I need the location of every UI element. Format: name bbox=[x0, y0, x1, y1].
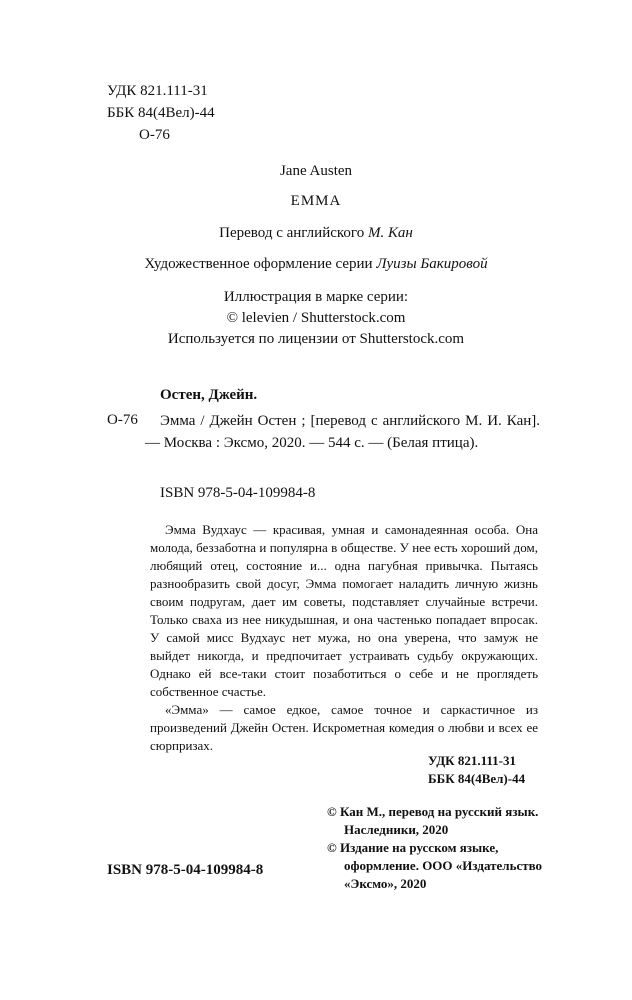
illustration-line-3: Используется по лицензии от Shutterstock.com bbox=[167, 331, 465, 347]
bbk-code-repeat: ББК 84(4Вел)-44 bbox=[428, 771, 526, 786]
isbn-bottom: ISBN 978-5-04-109984-8 bbox=[107, 862, 264, 878]
author-mark: О-76 bbox=[139, 127, 170, 143]
annotation-paragraph-1: Эмма Вудхаус — красивая, умная и самонадеянная особа. Она молода, беззаботна и популярна в обществе. У нее есть хороший дом, любящий отец, состояние и... одна пагубная привычка. Пытаясь разнообразить свой досуг, Эмма помогает наладить личную жизнь своим подругам, дает им советы, подставляет случайные встречи. Только сваха из нее никудышная, и она частенько попадает впросак. У самой мисс Вудхаус нет мужа, но она уверена, что замуж не выйдет никогда, и предпочитает устраивать судьбу окружающих. Однако ей все-таки стоит позаботиться о себе и не проглядеть собственное счастье. bbox=[150, 522, 538, 699]
designer-name: Луизы Бакировой bbox=[376, 256, 488, 272]
design-credit bbox=[0, 256, 632, 273]
annotation bbox=[150, 521, 538, 755]
copyright-edition: © Издание на русском языке, оформление. ООО «Издательство «Эксмо», 2020 bbox=[327, 840, 543, 891]
translator-credit bbox=[0, 225, 632, 242]
illustration-credit bbox=[0, 287, 632, 350]
illustration-line-1: Иллюстрация в марке серии: bbox=[223, 289, 409, 305]
translator-prefix: Перевод с английского bbox=[219, 225, 368, 241]
translator-name: М. Кан bbox=[367, 225, 413, 241]
copyright-translation: © Кан М., перевод на русский язык. Наследники, 2020 bbox=[327, 804, 539, 837]
udk-code-repeat: УДК 821.111-31 bbox=[428, 753, 516, 768]
bbk-code: ББК 84(4Вел)-44 bbox=[107, 105, 215, 121]
book-title: ЕММА bbox=[290, 193, 342, 209]
classification-repeat bbox=[428, 752, 525, 788]
catalog-author-heading: Остен, Джейн. bbox=[160, 387, 258, 403]
design-prefix: Художественное оформление серии bbox=[144, 256, 377, 272]
catalog-description-text: Эмма / Джейн Остен ; [перевод с английского М. И. Кан]. — Москва : Эксмо, 2020. — 544 с. — (Белая птица). bbox=[145, 413, 540, 451]
illustration-line-2: © lelevien / Shutterstock.com bbox=[226, 310, 406, 326]
classification-block bbox=[107, 80, 215, 146]
udk-code: УДК 821.111-31 bbox=[107, 83, 208, 99]
catalog-code: О-76 bbox=[107, 412, 138, 428]
catalog-isbn: ISBN 978-5-04-109984-8 bbox=[160, 485, 316, 501]
copyright-block bbox=[327, 803, 557, 893]
annotation-paragraph-2: «Эмма» — самое едкое, самое точное и саркастичное из произведений Джейн Остен. Искрометная комедия о любви и всех ее сюрпризах. bbox=[150, 702, 538, 753]
catalog-description bbox=[145, 410, 540, 454]
author-original-name: Jane Austen bbox=[279, 163, 353, 179]
